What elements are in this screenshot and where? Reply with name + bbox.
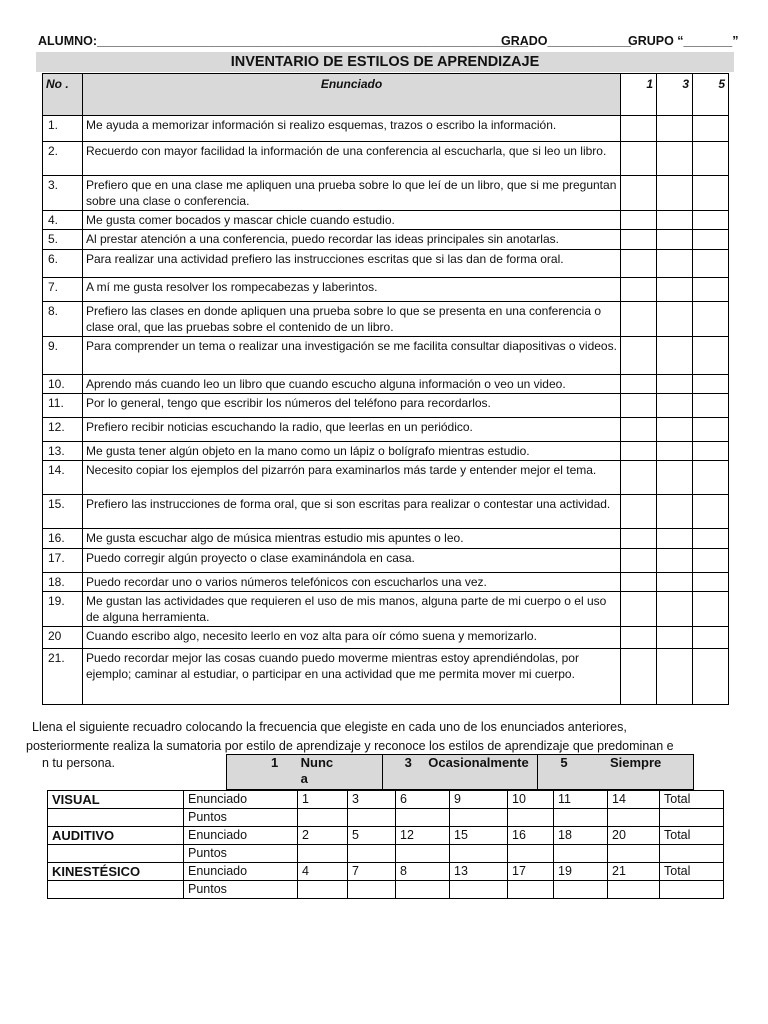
col-1-header: 1: [621, 74, 657, 116]
row-statement: Prefiero recibir noticias escuchando la radio, que leerlas en un periódico.: [83, 418, 621, 442]
answer-cell-5[interactable]: [693, 278, 729, 302]
inventory-row: [43, 573, 729, 592]
col-5-header: 5: [693, 74, 729, 116]
answer-cell-1[interactable]: [621, 442, 657, 461]
inventory-row: [43, 302, 729, 337]
answer-cell-1[interactable]: [621, 116, 657, 142]
answer-cell-5[interactable]: [693, 375, 729, 394]
statement-number: 9: [450, 791, 508, 809]
statement-number: 21: [608, 863, 660, 881]
inventory-row: [43, 142, 729, 176]
answer-cell-5[interactable]: [693, 116, 729, 142]
answer-cell-5[interactable]: [693, 627, 729, 649]
answer-cell-5[interactable]: [693, 549, 729, 573]
points-cell[interactable]: [508, 845, 554, 863]
statement-number: 1: [298, 791, 348, 809]
freq-1-label: Nunc a: [300, 755, 334, 786]
inventory-row: [43, 529, 729, 549]
answer-cell-3[interactable]: [657, 549, 693, 573]
answer-cell-1[interactable]: [621, 649, 657, 705]
points-cell[interactable]: [396, 845, 450, 863]
alumno-field[interactable]: ALUMNO:______________________________________________________________: [38, 34, 529, 48]
row-number: 6.: [43, 250, 83, 278]
answer-cell-3[interactable]: [657, 592, 693, 627]
total-cell[interactable]: [660, 809, 724, 827]
answer-cell-5[interactable]: [693, 592, 729, 627]
answer-cell-1[interactable]: [621, 250, 657, 278]
statement-number: 15: [450, 827, 508, 845]
row-statement: Al prestar atención a una conferencia, puedo recordar las ideas principales sin anotarlas.: [83, 230, 621, 250]
answer-cell-3[interactable]: [657, 495, 693, 529]
answer-cell-1[interactable]: [621, 573, 657, 592]
points-cell[interactable]: [348, 881, 396, 899]
row-number: 9.: [43, 337, 83, 375]
row-statement: Recuerdo con mayor facilidad la información de una conferencia al escucharla, que si leo un libro.: [83, 142, 621, 176]
points-cell[interactable]: [608, 881, 660, 899]
row-number: 5.: [43, 230, 83, 250]
row-number: 14.: [43, 461, 83, 495]
points-cell[interactable]: [554, 809, 608, 827]
row-statement: Me gusta comer bocados y mascar chicle cuando estudio.: [83, 211, 621, 230]
statement-number: 2: [298, 827, 348, 845]
style-name-spacer: [48, 845, 184, 863]
inventory-row: [43, 394, 729, 418]
inventory-row: [43, 230, 729, 250]
statement-number: 6: [396, 791, 450, 809]
inventory-row: [43, 442, 729, 461]
answer-cell-1[interactable]: [621, 230, 657, 250]
answer-cell-1[interactable]: [621, 627, 657, 649]
statement-number: 20: [608, 827, 660, 845]
enunciado-label: Enunciado: [184, 827, 298, 845]
answer-cell-1[interactable]: [621, 176, 657, 211]
row-number: 12.: [43, 418, 83, 442]
freq-1-number: 1: [271, 755, 279, 770]
answer-cell-5[interactable]: [693, 176, 729, 211]
answer-cell-3[interactable]: [657, 461, 693, 495]
answer-cell-5[interactable]: [693, 230, 729, 250]
answer-cell-3[interactable]: [657, 176, 693, 211]
inventory-row: [43, 337, 729, 375]
inventory-row: [43, 461, 729, 495]
grado-field[interactable]: GRADO____________: [501, 34, 631, 48]
answer-cell-3[interactable]: [657, 442, 693, 461]
points-cell[interactable]: [508, 809, 554, 827]
answer-cell-3[interactable]: [657, 116, 693, 142]
row-number: 2.: [43, 142, 83, 176]
row-statement: Para comprender un tema o realizar una investigación se me facilita consultar diapositivas o videos.: [83, 337, 621, 375]
row-number: 8.: [43, 302, 83, 337]
freq-3-number: 3: [404, 755, 412, 770]
answer-cell-3[interactable]: [657, 211, 693, 230]
answer-cell-5[interactable]: [693, 302, 729, 337]
row-statement: Prefiero que en una clase me apliquen una prueba sobre lo que leí de un libro, que si me preguntan sobre una clase o conferencia.: [83, 176, 621, 211]
row-statement: Me ayuda a memorizar información si realizo esquemas, trazos o escribo la información.: [83, 116, 621, 142]
enunciado-label: Enunciado: [184, 791, 298, 809]
answer-cell-1[interactable]: [621, 302, 657, 337]
inventory-row: [43, 649, 729, 705]
row-statement: Aprendo más cuando leo un libro que cuando escucho alguna información o veo un video.: [83, 375, 621, 394]
total-cell[interactable]: [660, 845, 724, 863]
freq-nunca: [227, 755, 383, 790]
inventory-row: [43, 278, 729, 302]
statement-number: 3: [348, 791, 396, 809]
inventory-row: [43, 116, 729, 142]
points-cell[interactable]: [450, 881, 508, 899]
summary-enunciado-row: [48, 791, 724, 809]
row-number: 3.: [43, 176, 83, 211]
answer-cell-5[interactable]: [693, 418, 729, 442]
statement-number: 4: [298, 863, 348, 881]
answer-cell-1[interactable]: [621, 549, 657, 573]
answer-cell-3[interactable]: [657, 573, 693, 592]
freq-siempre: [538, 755, 694, 790]
freq-5-number: 5: [560, 755, 568, 770]
answer-cell-3[interactable]: [657, 250, 693, 278]
points-cell[interactable]: [298, 845, 348, 863]
row-number: 20: [43, 627, 83, 649]
inventory-row: [43, 418, 729, 442]
answer-cell-1[interactable]: [621, 529, 657, 549]
row-statement: Puedo recordar mejor las cosas cuando puedo moverme mientras estoy aprendiéndolas, por ejemplo; caminar al estudiar, o participar en una actividad que me permita mover mi cuerpo.: [83, 649, 621, 705]
instructions-line-2: posteriormente realiza la sumatoria por estilo de aprendizaje y reconoce los estilos de aprendizaje que predominan e: [26, 739, 674, 753]
student-header: [38, 34, 738, 50]
answer-cell-3[interactable]: [657, 337, 693, 375]
row-number: 7.: [43, 278, 83, 302]
statement-number: 11: [554, 791, 608, 809]
answer-cell-1[interactable]: [621, 142, 657, 176]
statement-number: 10: [508, 791, 554, 809]
puntos-label: Puntos: [184, 845, 298, 863]
inventory-row: [43, 627, 729, 649]
statement-number: 12: [396, 827, 450, 845]
answer-cell-5[interactable]: [693, 461, 729, 495]
row-statement: Puedo recordar uno o varios números telefónicos con escucharlos una vez.: [83, 573, 621, 592]
col-3-header: 3: [657, 74, 693, 116]
statement-number: 5: [348, 827, 396, 845]
answer-cell-3[interactable]: [657, 627, 693, 649]
answer-cell-5[interactable]: [693, 142, 729, 176]
row-statement: Me gusta tener algún objeto en la mano como un lápiz o bolígrafo mientras estudio.: [83, 442, 621, 461]
freq-3-label: Ocasionalmente: [428, 755, 529, 770]
summary-enunciado-row: [48, 863, 724, 881]
summary-puntos-row: [48, 881, 724, 899]
row-statement: Para realizar una actividad prefiero las instrucciones escritas que si las dan de forma oral.: [83, 250, 621, 278]
answer-cell-5[interactable]: [693, 442, 729, 461]
points-cell[interactable]: [396, 881, 450, 899]
statement-number: 18: [554, 827, 608, 845]
answer-cell-3[interactable]: [657, 418, 693, 442]
answer-cell-5[interactable]: [693, 250, 729, 278]
row-number: 21.: [43, 649, 83, 705]
freq-ocasionalmente: [382, 755, 538, 790]
answer-cell-3[interactable]: [657, 302, 693, 337]
answer-cell-5[interactable]: [693, 649, 729, 705]
points-cell[interactable]: [508, 881, 554, 899]
total-label: Total: [660, 827, 724, 845]
style-name-spacer: [48, 881, 184, 899]
answer-cell-3[interactable]: [657, 142, 693, 176]
style-name-spacer: [48, 809, 184, 827]
row-number: 4.: [43, 211, 83, 230]
row-statement: A mí me gusta resolver los rompecabezas y laberintos.: [83, 278, 621, 302]
inventory-row: [43, 495, 729, 529]
points-cell[interactable]: [348, 845, 396, 863]
total-label: Total: [660, 863, 724, 881]
points-cell[interactable]: [348, 809, 396, 827]
row-number: 1.: [43, 116, 83, 142]
row-statement: Cuando escribo algo, necesito leerlo en voz alta para oír cómo suena y memorizarlo.: [83, 627, 621, 649]
statement-number: 7: [348, 863, 396, 881]
style-name: AUDITIVO: [48, 827, 184, 845]
summary-table: [47, 790, 724, 899]
points-cell[interactable]: [298, 809, 348, 827]
points-cell[interactable]: [396, 809, 450, 827]
answer-cell-5[interactable]: [693, 495, 729, 529]
frequency-legend: [226, 754, 694, 790]
col-enunciado-header: Enunciado: [83, 74, 621, 116]
row-statement: Puedo corregir algún proyecto o clase examinándola en casa.: [83, 549, 621, 573]
answer-cell-1[interactable]: [621, 592, 657, 627]
answer-cell-1[interactable]: [621, 394, 657, 418]
answer-cell-3[interactable]: [657, 278, 693, 302]
grupo-field[interactable]: GRUPO “_______”: [628, 34, 739, 48]
answer-cell-1[interactable]: [621, 211, 657, 230]
answer-cell-1[interactable]: [621, 495, 657, 529]
statement-number: 16: [508, 827, 554, 845]
freq-5-label: Siempre: [609, 755, 662, 770]
puntos-label: Puntos: [184, 809, 298, 827]
style-name: KINESTÉSICO: [48, 863, 184, 881]
points-cell[interactable]: [450, 809, 508, 827]
page-title: INVENTARIO DE ESTILOS DE APRENDIZAJE: [36, 52, 734, 72]
answer-cell-5[interactable]: [693, 337, 729, 375]
row-statement: Me gustan las actividades que requieren el uso de mis manos, alguna parte de mi cuerpo o el uso de alguna herramienta.: [83, 592, 621, 627]
enunciado-label: Enunciado: [184, 863, 298, 881]
summary-puntos-row: [48, 809, 724, 827]
answer-cell-5[interactable]: [693, 573, 729, 592]
row-statement: Prefiero las clases en donde apliquen una prueba sobre lo que se presenta en una conferencia o clase oral, que las pruebas sobre el contenido de un libro.: [83, 302, 621, 337]
row-number: 16.: [43, 529, 83, 549]
answer-cell-5[interactable]: [693, 529, 729, 549]
row-number: 11.: [43, 394, 83, 418]
row-statement: Prefiero las instrucciones de forma oral, que si son escritas para realizar o contestar una actividad.: [83, 495, 621, 529]
instructions-line-1: Llena el siguiente recuadro colocando la frecuencia que elegiste en cada uno de los enunciados anteriores,: [32, 720, 627, 734]
answer-cell-5[interactable]: [693, 394, 729, 418]
row-number: 17.: [43, 549, 83, 573]
row-number: 10.: [43, 375, 83, 394]
answer-cell-1[interactable]: [621, 337, 657, 375]
col-no-header: No .: [43, 74, 83, 116]
answer-cell-1[interactable]: [621, 461, 657, 495]
inventory-row: [43, 176, 729, 211]
answer-cell-1[interactable]: [621, 278, 657, 302]
inventory-row: [43, 549, 729, 573]
answer-cell-1[interactable]: [621, 418, 657, 442]
answer-cell-1[interactable]: [621, 375, 657, 394]
style-name: VISUAL: [48, 791, 184, 809]
instructions-line-3: n tu persona.: [42, 756, 115, 770]
row-number: 13.: [43, 442, 83, 461]
inventory-row: [43, 592, 729, 627]
statement-number: 17: [508, 863, 554, 881]
answer-cell-3[interactable]: [657, 529, 693, 549]
statement-number: 19: [554, 863, 608, 881]
summary-puntos-row: [48, 845, 724, 863]
points-cell[interactable]: [608, 845, 660, 863]
statement-number: 8: [396, 863, 450, 881]
inventory-row: [43, 375, 729, 394]
answer-cell-3[interactable]: [657, 230, 693, 250]
total-label: Total: [660, 791, 724, 809]
inventory-row: [43, 250, 729, 278]
row-number: 19.: [43, 592, 83, 627]
answer-cell-3[interactable]: [657, 649, 693, 705]
total-cell[interactable]: [660, 881, 724, 899]
statement-number: 13: [450, 863, 508, 881]
puntos-label: Puntos: [184, 881, 298, 899]
row-statement: Necesito copiar los ejemplos del pizarrón para examinarlos más tarde y entender mejor el tema.: [83, 461, 621, 495]
summary-enunciado-row: [48, 827, 724, 845]
row-number: 15.: [43, 495, 83, 529]
answer-cell-3[interactable]: [657, 375, 693, 394]
answer-cell-5[interactable]: [693, 211, 729, 230]
statement-number: 14: [608, 791, 660, 809]
row-number: 18.: [43, 573, 83, 592]
row-statement: Me gusta escuchar algo de música mientras estudio mis apuntes o leo.: [83, 529, 621, 549]
points-cell[interactable]: [608, 809, 660, 827]
points-cell[interactable]: [298, 881, 348, 899]
points-cell[interactable]: [554, 881, 608, 899]
inventory-header-row: [43, 74, 729, 116]
inventory-row: [43, 211, 729, 230]
inventory-table: [42, 73, 729, 705]
row-statement: Por lo general, tengo que escribir los números del teléfono para recordarlos.: [83, 394, 621, 418]
points-cell[interactable]: [554, 845, 608, 863]
answer-cell-3[interactable]: [657, 394, 693, 418]
points-cell[interactable]: [450, 845, 508, 863]
